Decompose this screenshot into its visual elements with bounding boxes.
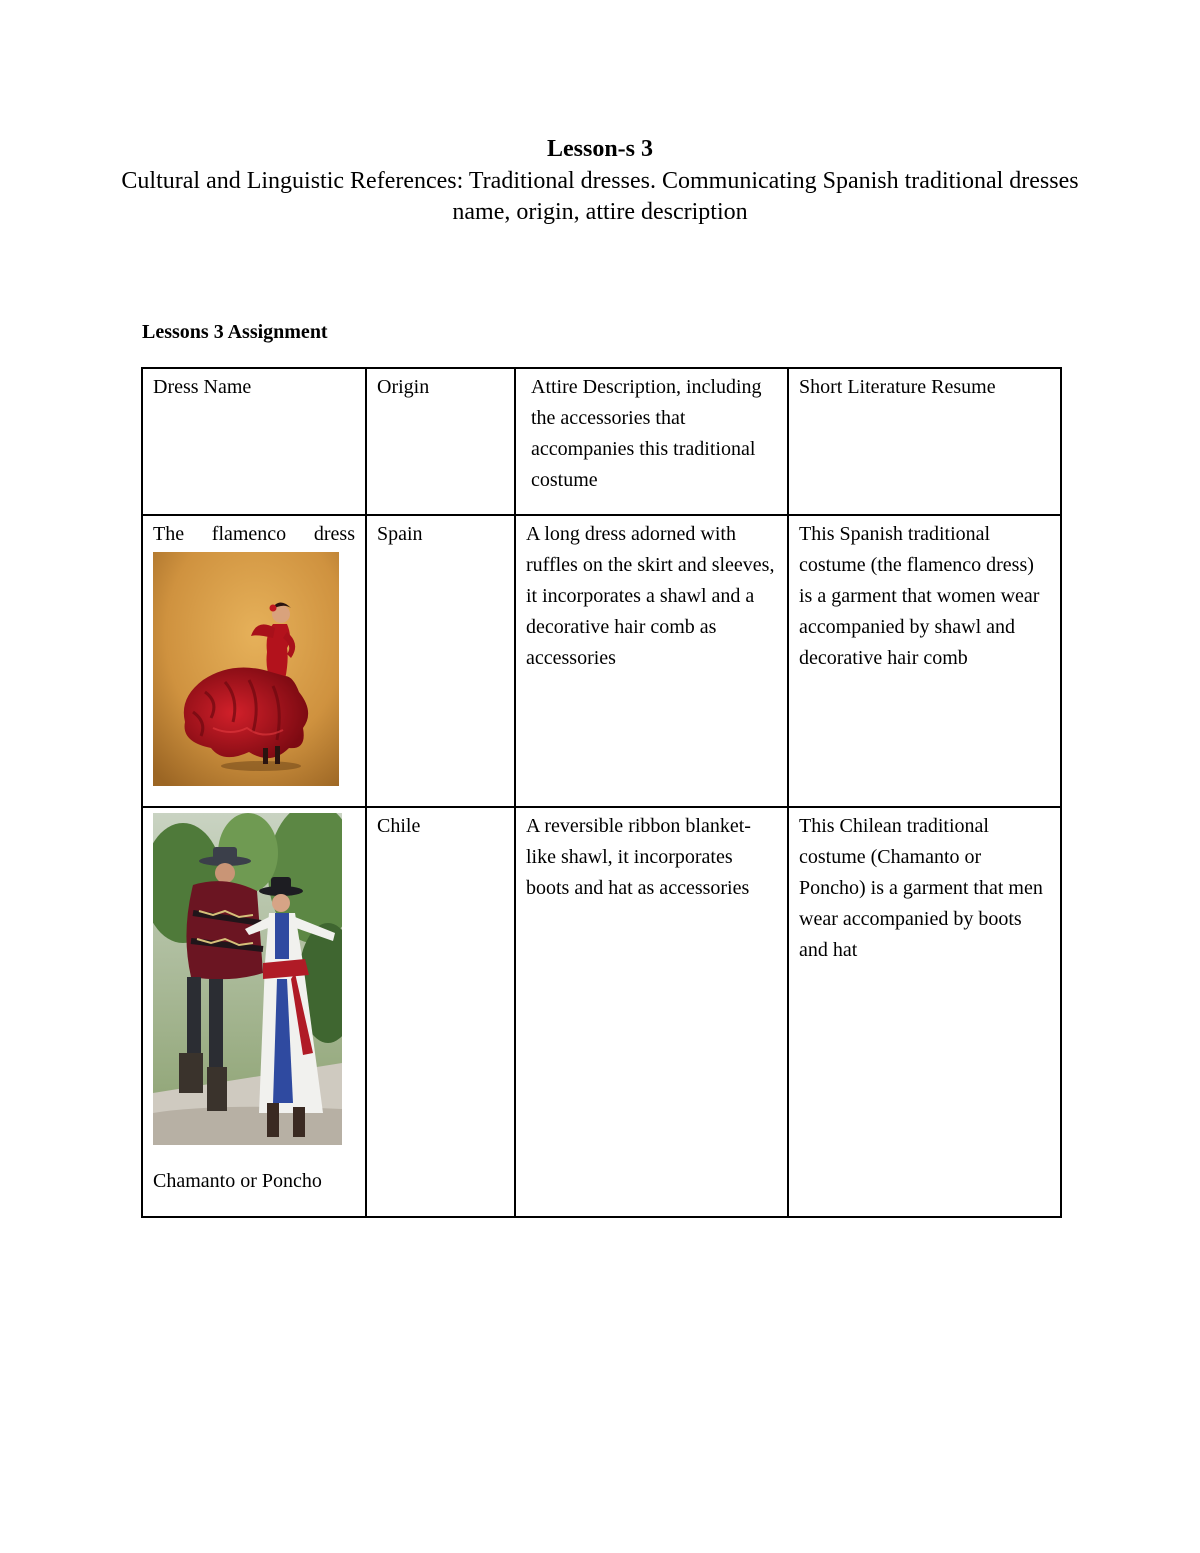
dress-name-cell bbox=[142, 807, 366, 1217]
dress-name-word: dress bbox=[313, 523, 355, 545]
dress-name-flamenco bbox=[153, 519, 355, 550]
column-header-origin: Origin bbox=[366, 368, 515, 515]
page-subtitle: Cultural and Linguistic References: Traditional dresses. Communicating Spanish traditional dresses name, origin, attire description bbox=[121, 168, 1079, 225]
description-cell: A long dress adorned with ruffles on the skirt and sleeves, it incorporates a shawl and a decorative hair comb as accessories bbox=[515, 515, 788, 807]
origin-cell: Spain bbox=[366, 515, 515, 807]
dress-name-word: flamenco bbox=[211, 523, 287, 545]
dress-name-poncho: Chamanto or Poncho bbox=[153, 1170, 322, 1192]
resume-cell: This Chilean traditional costume (Chamanto or Poncho) is a garment that men wear accompanied by boots and hat bbox=[788, 807, 1061, 1217]
page-title: Lesson-s 3 bbox=[546, 136, 654, 162]
chilean-dancers-photo bbox=[153, 813, 342, 1145]
description-cell: A reversible ribbon blanket-like shawl, it incorporates boots and hat as accessories bbox=[515, 807, 788, 1217]
column-header-attire-description: Attire Description, including the accessories that accompanies this traditional costume bbox=[515, 368, 788, 515]
dress-name-word: The bbox=[153, 523, 185, 545]
flamenco-dancer-photo bbox=[153, 552, 339, 786]
origin-cell: Chile bbox=[366, 807, 515, 1217]
table-row bbox=[142, 515, 1061, 807]
dress-name-cell bbox=[142, 515, 366, 807]
table-header-row bbox=[142, 368, 1061, 515]
table-row bbox=[142, 807, 1061, 1217]
assignment-table bbox=[141, 367, 1062, 1218]
column-header-literature-resume: Short Literature Resume bbox=[788, 368, 1061, 515]
column-header-dress-name: Dress Name bbox=[142, 368, 366, 515]
resume-cell: This Spanish traditional costume (the flamenco dress) is a garment that women wear accompanied by shawl and decorative hair comb bbox=[788, 515, 1061, 807]
assignment-heading: Lessons 3 Assignment bbox=[142, 321, 328, 343]
